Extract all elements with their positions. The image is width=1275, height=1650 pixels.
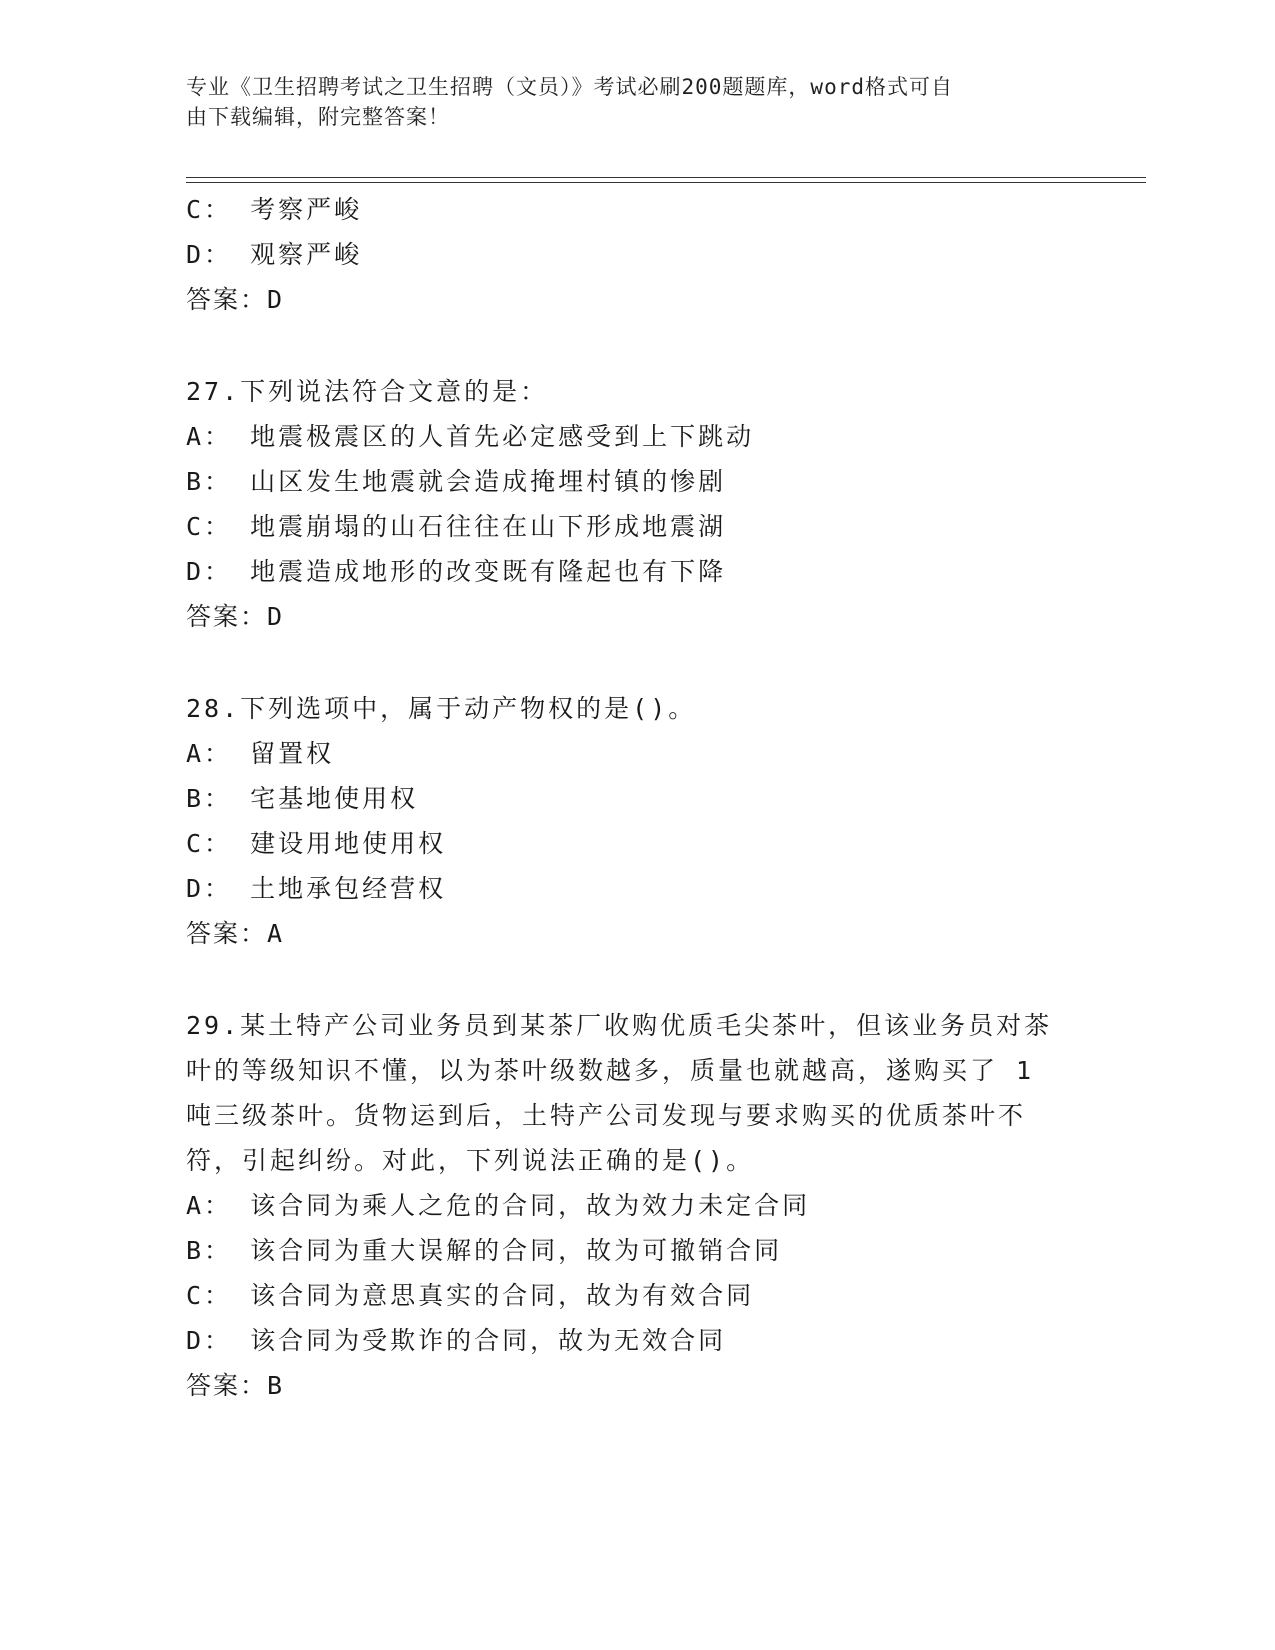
answer: 答案：D (186, 285, 285, 314)
document-header (186, 72, 1066, 132)
option-c: C： 该合同为意思真实的合同，故为有效合同 (186, 1281, 755, 1310)
option-a: A： 留置权 (186, 739, 335, 768)
question-stem-line-3: 吨三级茶叶。货物运到后，土特产公司发现与要求购买的优质茶叶不 (186, 1101, 1027, 1130)
question-stem: 27.下列说法符合文意的是： (186, 377, 549, 406)
question-block-28 (186, 686, 1086, 956)
question-stem-line-4: 符，引起纠纷。对此，下列说法正确的是()。 (186, 1146, 755, 1175)
option-a: A： 该合同为乘人之危的合同，故为效力未定合同 (186, 1191, 811, 1220)
spacer (186, 322, 1086, 369)
option-d: D： 观察严峻 (186, 240, 363, 269)
option-b: B： 该合同为重大误解的合同，故为可撤销合同 (186, 1236, 783, 1265)
option-b: B： 宅基地使用权 (186, 784, 419, 813)
header-title-line-2: 由下载编辑，附完整答案！ (186, 105, 450, 129)
answer: 答案：D (186, 602, 285, 631)
header-divider-top (186, 177, 1146, 178)
option-a: A： 地震极震区的人首先必定感受到上下跳动 (186, 422, 755, 451)
question-stem-line-1: 29.某土特产公司业务员到某茶厂收购优质毛尖茶叶，但该业务员对茶 (186, 1011, 1053, 1040)
header-title-line-1: 专业《卫生招聘考试之卫生招聘（文员）》考试必刷200题题库，word格式可自 (186, 75, 953, 99)
option-b: B： 山区发生地震就会造成掩埋村镇的惨剧 (186, 467, 727, 496)
question-content (186, 187, 1086, 1408)
question-stem: 28.下列选项中，属于动产物权的是()。 (186, 694, 697, 723)
spacer (186, 639, 1086, 686)
option-c: C： 建设用地使用权 (186, 829, 447, 858)
option-d: D： 地震造成地形的改变既有隆起也有下降 (186, 557, 727, 586)
answer: 答案：A (186, 919, 285, 948)
answer: 答案：B (186, 1371, 285, 1400)
option-d: D： 土地承包经营权 (186, 874, 447, 903)
option-c: C： 考察严峻 (186, 195, 363, 224)
question-stem-line-2: 叶的等级知识不懂，以为茶叶级数越多，质量也就越高，遂购买了 1 (186, 1056, 1035, 1085)
question-block-27 (186, 369, 1086, 639)
header-divider-bottom (186, 182, 1146, 183)
spacer (186, 956, 1086, 1003)
option-d: D： 该合同为受欺诈的合同，故为无效合同 (186, 1326, 727, 1355)
question-block-29 (186, 1003, 1086, 1408)
question-block-prev (186, 187, 1086, 322)
option-c: C： 地震崩塌的山石往往在山下形成地震湖 (186, 512, 727, 541)
